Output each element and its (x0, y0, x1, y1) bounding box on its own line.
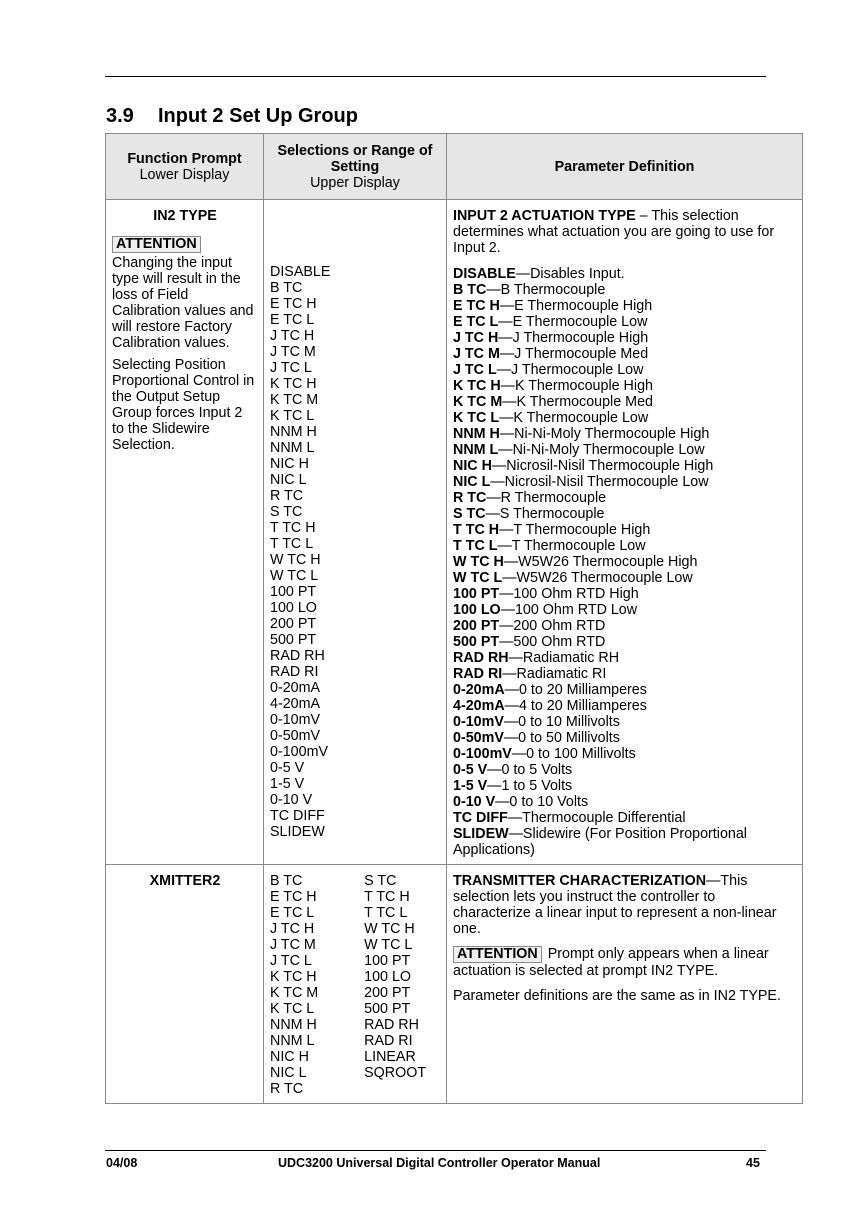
definition-item (453, 362, 794, 378)
definition-item (453, 330, 794, 346)
selection-item: SQROOT (364, 1065, 427, 1081)
definition-description: —J Thermocouple Low (496, 362, 644, 378)
definition-description: —0 to 10 Volts (495, 794, 589, 810)
definition-item (453, 698, 794, 714)
selections-cell (264, 865, 447, 1104)
section-title: Input 2 Set Up Group (158, 105, 358, 127)
definition-description: —Nicrosil-Nisil Thermocouple High (491, 458, 714, 474)
selection-item: RAD RH (270, 648, 325, 664)
definition-term: J TC M (453, 346, 500, 362)
definition-description: —T Thermocouple Low (497, 538, 646, 554)
definition-term: NNM L (453, 442, 499, 458)
selection-item: 500 PT (364, 1001, 411, 1017)
definition-text: —This selection lets you instruct the controller to characterize a linear input to represent a non-linear one. (453, 873, 777, 937)
selection-item: NIC L (270, 1065, 307, 1081)
definition-item (453, 506, 794, 522)
definition-description: —W5W26 Thermocouple Low (502, 570, 693, 586)
definition-description: —E Thermocouple High (499, 298, 653, 314)
attention-note: Changing the input type will result in the loss of Field Calibration values and will restore Factory Calibration values. (112, 255, 254, 351)
definition-description: —0 to 20 Milliamperes (504, 682, 647, 698)
selection-item: 100 LO (270, 600, 317, 616)
selection-item: RAD RI (364, 1033, 413, 1049)
selection-item: 200 PT (270, 616, 317, 632)
definition-term: J TC L (453, 362, 497, 378)
selection-item: S TC (364, 873, 397, 889)
selection-item: T TC H (270, 520, 316, 536)
definition-term: K TC M (453, 394, 503, 410)
selection-item: J TC H (270, 328, 315, 344)
selection-item: NNM H (270, 424, 317, 440)
definition-term: NIC L (453, 474, 491, 490)
definition-item (453, 794, 794, 810)
definition-item (453, 538, 794, 554)
parameter-table (105, 133, 803, 1104)
selection-item: J TC L (270, 953, 312, 969)
definition-description: —K Thermocouple Low (499, 410, 649, 426)
definition-cell (447, 865, 803, 1104)
definition-item (453, 810, 794, 826)
definition-description: —S Thermocouple (485, 506, 605, 522)
selections-cell (264, 200, 447, 865)
selection-item: K TC M (270, 392, 319, 408)
prompt-cell (106, 865, 264, 1104)
definition-description: —100 Ohm RTD Low (500, 602, 638, 618)
definition-item (453, 522, 794, 538)
selection-item: W TC H (364, 921, 415, 937)
definition-term: 100 PT (453, 586, 500, 602)
definition-term: RAD RI (453, 666, 503, 682)
definition-description: —100 Ohm RTD High (499, 586, 639, 602)
header-rule (105, 76, 766, 77)
definition-description: —500 Ohm RTD (499, 634, 606, 650)
definition-term: NIC H (453, 458, 492, 474)
selection-item: W TC L (270, 568, 319, 584)
definition-description: —R Thermocouple (486, 490, 607, 506)
header-function-prompt (106, 134, 264, 200)
selection-item: J TC L (270, 360, 312, 376)
definition-item (453, 586, 794, 602)
definition-term: S TC (453, 506, 486, 522)
definition-item (453, 826, 794, 858)
selection-item: 100 PT (270, 584, 317, 600)
footer-rule (105, 1150, 766, 1151)
header-parameter-definition (447, 134, 803, 200)
position-proportional-note: Selecting Position Proportional Control in the Output Setup Group forces Input 2 to the Slidewire Selection. (112, 357, 255, 453)
selection-item: TC DIFF (270, 808, 325, 824)
definition-item (453, 746, 794, 762)
prompt-name: IN2 TYPE (153, 208, 217, 224)
definition-description: —Ni-Ni-Moly Thermocouple Low (498, 442, 705, 458)
definition-item (453, 730, 794, 746)
definition-item (453, 682, 794, 698)
header-selections (264, 134, 447, 200)
definition-term: E TC H (453, 298, 500, 314)
definition-term: 0-5 V (453, 762, 488, 778)
definition-term: 0-50mV (453, 730, 504, 746)
definition-text: – This selection determines what actuation you are going to use for Input 2. (453, 208, 775, 256)
definition-description: —E Thermocouple Low (498, 314, 648, 330)
selection-item: RAD RI (270, 664, 319, 680)
definition-description: —0 to 100 Millivolts (511, 746, 636, 762)
definition-term: T TC H (453, 522, 500, 538)
closing-note: Parameter definitions are the same as in IN2 TYPE. (453, 988, 781, 1004)
definition-description: —Radiamatic RH (508, 650, 620, 666)
selection-item: J TC M (270, 344, 316, 360)
definition-term: SLIDEW (453, 826, 509, 842)
definition-item (453, 394, 794, 410)
selection-item: W TC L (364, 937, 413, 953)
selection-columns (270, 873, 441, 1097)
attention-badge: ATTENTION (112, 236, 201, 253)
section-heading (106, 105, 358, 128)
definition-item (453, 554, 794, 570)
selection-list (270, 264, 441, 840)
definition-term: TC DIFF (453, 810, 508, 826)
selection-item: DISABLE (270, 264, 331, 280)
selection-item: 4-20mA (270, 696, 321, 712)
footer-page-number: 45 (746, 1156, 760, 1170)
selection-item: B TC (270, 873, 303, 889)
definition-item (453, 410, 794, 426)
footer-manual-title: UDC3200 Universal Digital Controller Operator Manual (278, 1156, 601, 1170)
definition-item (453, 346, 794, 362)
definition-term: K TC L (453, 410, 500, 426)
definition-term: W TC L (453, 570, 503, 586)
selection-item: K TC M (270, 985, 319, 1001)
definition-item (453, 714, 794, 730)
selection-item: E TC H (270, 296, 317, 312)
definition-description: —K Thermocouple High (500, 378, 653, 394)
selection-list-left (270, 873, 364, 1097)
definition-description: —0 to 50 Millivolts (503, 730, 620, 746)
definition-title: TRANSMITTER CHARACTERIZATION (453, 873, 707, 889)
definition-description: —200 Ohm RTD (499, 618, 606, 634)
prompt-cell (106, 200, 264, 865)
selection-item: R TC (270, 1081, 304, 1097)
selection-item: SLIDEW (270, 824, 325, 840)
definition-item (453, 378, 794, 394)
selection-item: T TC H (364, 889, 410, 905)
attention-paragraph (453, 946, 794, 979)
definition-item (453, 762, 794, 778)
attention-text: Prompt only appears when a linear actuation is selected at prompt IN2 TYPE. (453, 946, 769, 979)
definition-item (453, 570, 794, 586)
selection-item: T TC L (364, 905, 408, 921)
definition-term: 100 LO (453, 602, 501, 618)
definition-description: —T Thermocouple High (499, 522, 651, 538)
definition-intro (453, 208, 794, 256)
selection-item: NIC H (270, 456, 309, 472)
selection-item: E TC L (270, 312, 315, 328)
definition-item (453, 266, 794, 282)
definition-item (453, 298, 794, 314)
footer-date: 04/08 (106, 1156, 138, 1170)
selection-item: K TC H (270, 376, 317, 392)
definition-item (453, 458, 794, 474)
selection-item: T TC L (270, 536, 314, 552)
definition-description: —J Thermocouple Med (499, 346, 649, 362)
definition-description: —0 to 10 Millivolts (503, 714, 620, 730)
header-selections-sub: Upper Display (310, 174, 400, 191)
definition-item (453, 474, 794, 490)
definition-item (453, 602, 794, 618)
selection-item: 100 PT (364, 953, 411, 969)
definition-description: —Nicrosil-Nisil Thermocouple Low (490, 474, 709, 490)
definition-description: —Slidewire (For Position Proportional Applications) (453, 826, 747, 858)
selection-item: K TC L (270, 408, 315, 424)
definition-description: —W5W26 Thermocouple High (503, 554, 698, 570)
definition-intro (453, 873, 794, 937)
definition-description: —1 to 5 Volts (487, 778, 573, 794)
definition-term: 1-5 V (453, 778, 488, 794)
definition-term: 0-20mA (453, 682, 505, 698)
prompt-name: XMITTER2 (149, 873, 221, 889)
definition-description: —4 to 20 Milliamperes (504, 698, 647, 714)
definition-term: 200 PT (453, 618, 500, 634)
definition-item (453, 618, 794, 634)
selection-item: E TC L (270, 905, 315, 921)
selection-item: NNM L (270, 1033, 315, 1049)
definition-term: 0-10 V (453, 794, 496, 810)
definition-term: 500 PT (453, 634, 500, 650)
definition-term: 4-20mA (453, 698, 505, 714)
selection-item: J TC H (270, 921, 315, 937)
selection-item: B TC (270, 280, 303, 296)
selection-item: NIC L (270, 472, 307, 488)
selection-item: K TC L (270, 1001, 315, 1017)
header-parameter-definition-title: Parameter Definition (554, 158, 695, 175)
definition-item (453, 314, 794, 330)
selection-item: 200 PT (364, 985, 411, 1001)
definition-item (453, 634, 794, 650)
selection-item: NIC H (270, 1049, 309, 1065)
header-function-prompt-title: Function Prompt (127, 150, 242, 167)
definition-item (453, 666, 794, 682)
definition-term: T TC L (453, 538, 498, 554)
selection-item: J TC M (270, 937, 316, 953)
definition-item (453, 282, 794, 298)
selection-item: LINEAR (364, 1049, 416, 1065)
definition-description: —Disables Input. (515, 266, 625, 282)
selection-item: 0-10mV (270, 712, 321, 728)
definition-item (453, 490, 794, 506)
definition-term: 0-10mV (453, 714, 504, 730)
selection-item: 0-10 V (270, 792, 313, 808)
table-row-xmitter2 (106, 865, 803, 1104)
selection-item: K TC H (270, 969, 317, 985)
selection-item: W TC H (270, 552, 321, 568)
selection-item: 1-5 V (270, 776, 305, 792)
definition-term: J TC H (453, 330, 499, 346)
definition-term: K TC H (453, 378, 501, 394)
header-function-prompt-sub: Lower Display (139, 166, 230, 183)
selection-item: 0-20mA (270, 680, 321, 696)
definition-term: W TC H (453, 554, 504, 570)
definition-description: —Ni-Ni-Moly Thermocouple High (499, 426, 710, 442)
definition-item (453, 650, 794, 666)
definition-term: RAD RH (453, 650, 509, 666)
selection-item: NNM H (270, 1017, 317, 1033)
attention-badge: ATTENTION (453, 946, 542, 963)
selection-item: E TC H (270, 889, 317, 905)
section-number: 3.9 (106, 105, 134, 127)
selection-item: R TC (270, 488, 304, 504)
selection-item: 0-5 V (270, 760, 305, 776)
definition-cell (447, 200, 803, 865)
definition-item (453, 778, 794, 794)
selection-list-right (364, 873, 441, 1097)
definition-term: E TC L (453, 314, 499, 330)
header-selections-title: Selections or Range of Setting (277, 142, 433, 175)
definition-term: DISABLE (453, 266, 516, 282)
definition-description: —J Thermocouple High (498, 330, 649, 346)
definition-description: —0 to 5 Volts (487, 762, 573, 778)
definition-term: B TC (453, 282, 487, 298)
definition-title: INPUT 2 ACTUATION TYPE (453, 208, 636, 224)
definition-list (453, 266, 794, 858)
definition-description: —K Thermocouple Med (502, 394, 653, 410)
table-row-in2-type (106, 200, 803, 865)
selection-item: 0-50mV (270, 728, 321, 744)
definition-description: —Radiamatic RI (502, 666, 607, 682)
definition-description: —Thermocouple Differential (507, 810, 686, 826)
definition-term: 0-100mV (453, 746, 512, 762)
definition-description: —B Thermocouple (486, 282, 606, 298)
selection-item: 100 LO (364, 969, 412, 985)
selection-item: NNM L (270, 440, 315, 456)
definition-term: R TC (453, 490, 487, 506)
selection-item: 500 PT (270, 632, 317, 648)
definition-item (453, 442, 794, 458)
selection-item: S TC (270, 504, 303, 520)
definition-item (453, 426, 794, 442)
selection-item: 0-100mV (270, 744, 329, 760)
definition-term: NNM H (453, 426, 500, 442)
table-header-row (106, 134, 803, 200)
selection-item: RAD RH (364, 1017, 419, 1033)
